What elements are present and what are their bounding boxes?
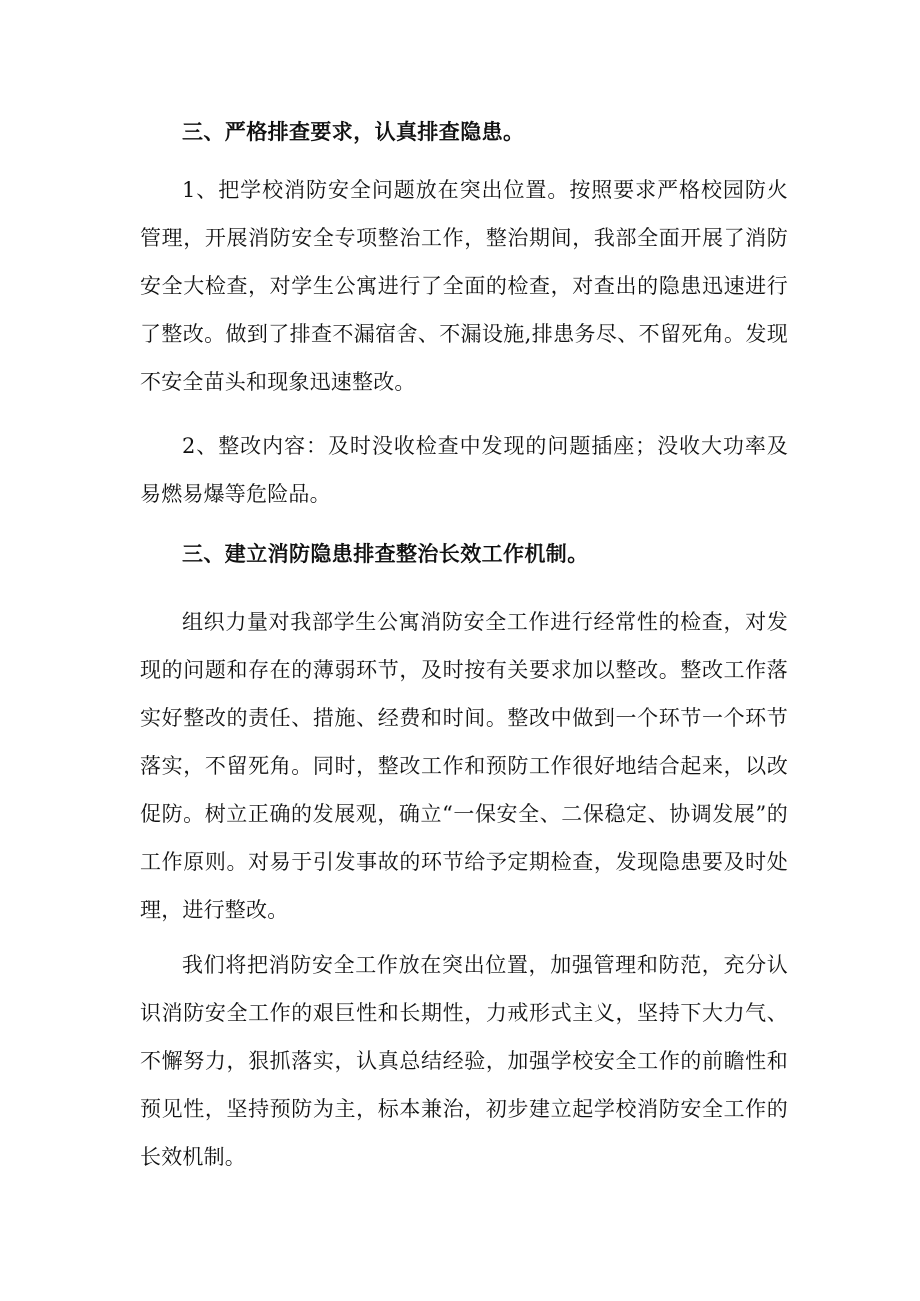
section-heading-inspection: 三、严格排查要求，认真排查隐患。 [182, 119, 525, 144]
paragraph-regular-inspection: 组织力量对我部学生公寓消防安全工作进行经常性的检查，对发现的问题和存在的薄弱环节，及时按有关要求加以整改。整改工作落实好整改的责任、措施、经费和时间。整改中做到一个环节一个环节落实，不留死角。同时，整改工作和预防工作很好地结合起来，以改促防。树立正确的发展观，确立“一保安全、二保稳定、协调发展”的工作原则。对易于引发事故的环节给予定期检查，发现隐患要及时处理，进行整改。 [140, 610, 788, 922]
paragraph-long-term-mechanism: 我们将把消防安全工作放在突出位置，加强管理和防范，充分认识消防安全工作的艰巨性和长期性，力戒形式主义，坚持下大力气、不懈努力，狠抓落实，认真总结经验，加强学校安全工作的前瞻性和预见性，坚持预防为主，标本兼治，初步建立起学校消防安全工作的长效机制。 [140, 953, 788, 1169]
section-heading-mechanism: 三、建立消防隐患排查整治长效工作机制。 [182, 541, 589, 566]
paragraph-fire-safety-priority: 1、把学校消防安全问题放在突出位置。按照要求严格校园防火管理，开展消防安全专项整治工作，整治期间，我部全面开展了消防安全大检查，对学生公寓进行了全面的检查，对查出的隐患迅速进行了整改。做到了排查不漏宿舍、不漏设施,排患务尽、不留死角。发现不安全苗头和现象迅速整改。 [140, 178, 788, 394]
paragraph-rectification-content: 2、整改内容：及时没收检查中发现的问题插座；没收大功率及易燃易爆等危险品。 [140, 434, 788, 506]
